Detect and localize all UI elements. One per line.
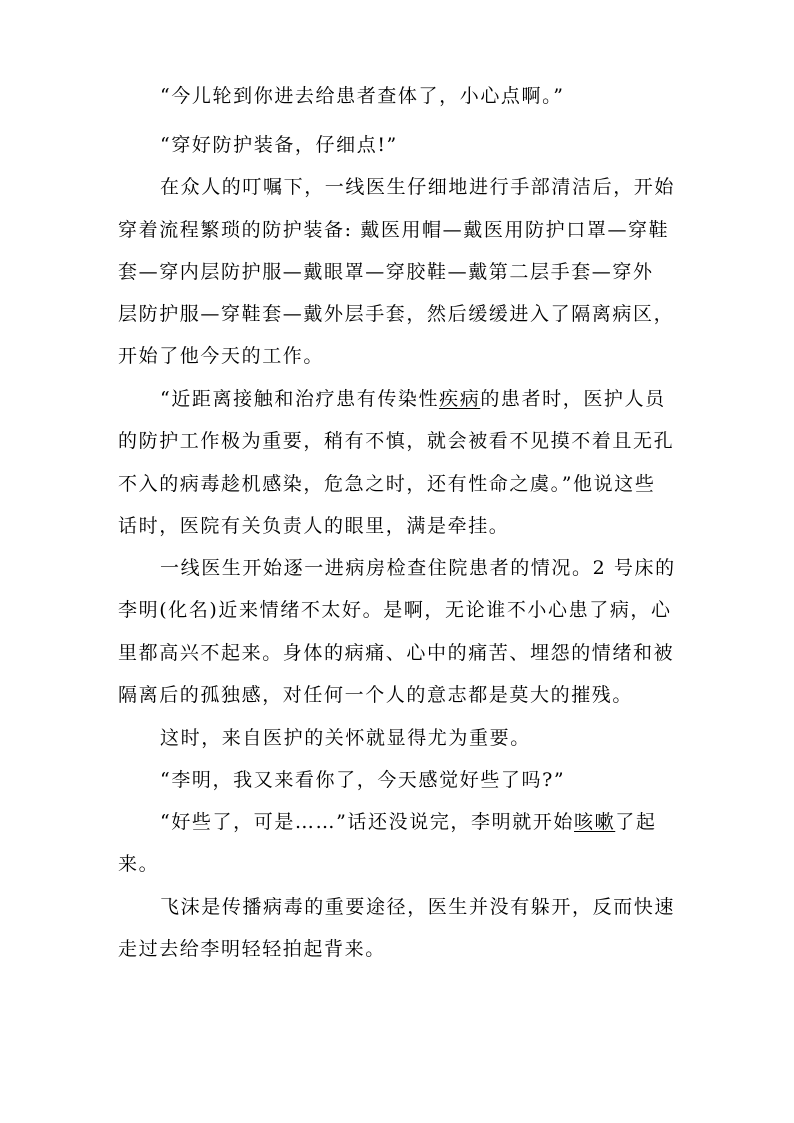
text-line — [118, 344, 324, 368]
text-segment: 不入的病毒趁机感染，危急之时，还有性命之虞。”他说这些 — [118, 473, 656, 495]
text-line — [118, 260, 654, 284]
text-segment: “近距离接触和治疗患有传染性 — [160, 388, 440, 410]
text-line — [160, 810, 656, 834]
text-line — [118, 514, 509, 538]
text-segment: 话时，医院有关负责人的眼里，满是牵挂。 — [118, 515, 510, 537]
text-line — [118, 302, 674, 326]
text-segment: 一线医生开始逐一进病房检查住院患者的情况。2 号床的 — [160, 557, 676, 579]
text-line — [160, 726, 531, 750]
underlined-word: 疾病 — [439, 388, 481, 410]
text-segment: “穿好防护装备，仔细点!” — [160, 134, 398, 156]
text-segment: 李明(化名)近来情绪不太好。是啊，无论谁不小心患了病，心 — [118, 599, 672, 621]
text-line — [118, 937, 386, 961]
text-segment: 来。 — [118, 853, 160, 875]
text-line — [160, 768, 565, 792]
text-segment: 在众人的叮嘱下，一线医生仔细地进行手部清洁后，开始 — [160, 176, 676, 198]
text-line — [118, 683, 633, 707]
text-segment: 层防护服—穿鞋套—戴外层手套，然后缓缓进入了隔离病区， — [118, 303, 675, 325]
text-segment: 走过去给李明轻轻拍起背来。 — [118, 938, 386, 960]
text-line — [160, 84, 565, 108]
text-line — [118, 472, 655, 496]
text-segment: 开始了他今天的工作。 — [118, 345, 325, 367]
text-line — [160, 133, 398, 157]
text-segment: “李明，我又来看你了，今天感觉好些了吗?” — [160, 769, 566, 791]
text-segment: “今儿轮到你进去给患者查体了，小心点啊。” — [160, 85, 565, 107]
text-segment: 隔离后的孤独感，对任何一个人的意志都是莫大的摧残。 — [118, 684, 634, 706]
text-line — [160, 387, 666, 411]
text-segment: 了起 — [615, 811, 657, 833]
text-segment: 的防护工作极为重要，稍有不慎，就会被看不见摸不着且无孔 — [118, 430, 675, 452]
text-segment: 里都高兴不起来。身体的病痛、心中的痛苦、埋怨的情绪和被 — [118, 642, 675, 664]
text-segment: 的患者时，医护人员 — [480, 388, 666, 410]
underlined-word: 咳嗽 — [574, 811, 616, 833]
text-line — [118, 852, 159, 876]
text-line — [160, 175, 675, 199]
text-line — [118, 218, 669, 242]
text-segment: 这时，来自医护的关怀就显得尤为重要。 — [160, 727, 531, 749]
text-line — [160, 895, 675, 919]
text-line — [118, 641, 674, 665]
text-line — [118, 429, 674, 453]
text-segment: 穿着流程繁琐的防护装备: 戴医用帽—戴医用防护口罩—穿鞋 — [118, 219, 670, 241]
text-segment: 套—穿内层防护服—戴眼罩—穿胶鞋—戴第二层手套—穿外 — [118, 261, 654, 283]
text-segment: “好些了，可是……”话还没说完，李明就开始 — [160, 811, 575, 833]
text-line — [160, 556, 676, 580]
text-line — [118, 598, 672, 622]
text-segment: 飞沫是传播病毒的重要途径，医生并没有躲开，反而快速 — [160, 896, 676, 918]
